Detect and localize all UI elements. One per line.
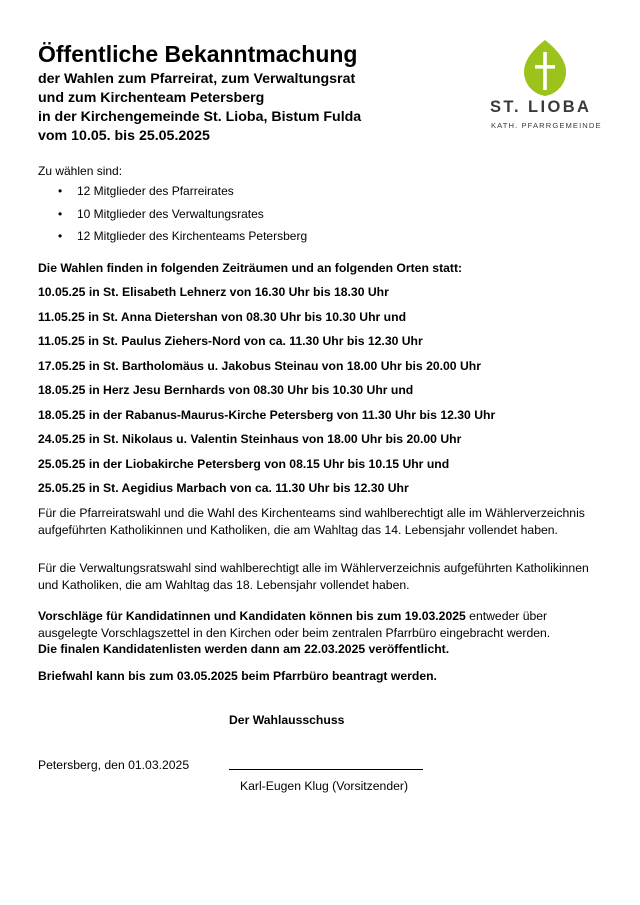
- document-title: Öffentliche Bekanntmachung: [38, 41, 358, 67]
- list-item: • 12 Mitglieder des Kirchenteams Petersberg: [38, 225, 307, 248]
- schedule-entry: 24.05.25 in St. Nikolaus u. Valentin Steinhaus von 18.00 Uhr bis 20.00 Uhr: [38, 432, 462, 446]
- logo-subtitle: KATH. PFARRGEMEINDE: [491, 121, 602, 130]
- proposals-paragraph: [38, 608, 598, 658]
- eligibility-admin-paragraph: Für die Verwaltungsratswahl sind wahlberechtigt alle im Wählerverzeichnis aufgeführten Katholikinnen und Katholiken, die am Wahltag das 18. Lebensjahr vollendet haben.: [38, 561, 589, 592]
- schedule-entry: 11.05.25 in St. Paulus Ziehers-Nord von ca. 11.30 Uhr bis 12.30 Uhr: [38, 334, 423, 348]
- ballot-intro: Zu wählen sind:: [38, 164, 123, 178]
- schedule-entry: 11.05.25 in St. Anna Dietershan von 08.30 Uhr bis 10.30 Uhr und: [38, 309, 407, 324]
- place-date: Petersberg, den 01.03.2025: [38, 758, 190, 772]
- subtitle-line: und zum Kirchenteam Petersberg: [38, 90, 265, 106]
- schedule-entry: 25.05.25 in St. Aegidius Marbach von ca. 11.30 Uhr bis 12.30 Uhr: [38, 481, 409, 495]
- eligibility-parish-paragraph: Für die Pfarreiratswahl und die Wahl des Kirchenteams sind wahlberechtigt alle im Wählerverzeichnis aufgeführten Katholikinnen und Katholiken, die am Wahltag das 14. Lebensjahr vollendet haben.: [38, 506, 585, 537]
- schedule-entry: 10.05.25 in St. Elisabeth Lehnerz von 16.30 Uhr bis 18.30 Uhr: [38, 285, 389, 299]
- committee-name: Der Wahlausschuss: [229, 713, 345, 727]
- schedule-entry: 18.05.25 in Herz Jesu Bernhards von 08.30 Uhr bis 10.30 Uhr und: [38, 383, 414, 397]
- list-item: • 12 Mitglieder des Pfarreirates: [38, 180, 307, 203]
- signer-name: Karl-Eugen Klug (Vorsitzender): [240, 779, 408, 793]
- proposals-text: entweder über ausgelegte Vorschlagszettel in den Kirchen oder beim zentralen Pfarrbüro eingebracht werden.: [38, 609, 551, 640]
- schedule-heading: Die Wahlen finden in folgenden Zeiträumen und an folgenden Orten statt:: [38, 261, 463, 275]
- schedule-entry: 18.05.25 in der Rabanus-Maurus-Kirche Petersberg von 11.30 Uhr bis 12.30 Uhr: [38, 407, 496, 422]
- schedule-entry: 17.05.25 in St. Bartholomäus u. Jakobus Steinau von 18.00 Uhr bis 20.00 Uhr: [38, 358, 481, 373]
- schedule-list: [38, 285, 495, 506]
- subtitle-line: vom 10.05. bis 25.05.2025: [38, 128, 210, 144]
- subtitle-line: der Wahlen zum Pfarreirat, zum Verwaltungsrat: [38, 71, 356, 87]
- document-subtitle: [38, 70, 361, 146]
- final-lists-note: Die finalen Kandidatenlisten werden dann am 22.03.2025 veröffentlicht.: [38, 642, 450, 656]
- postal-vote-note: Briefwahl kann bis zum 03.05.2025 beim Pfarrbüro beantragt werden.: [38, 669, 437, 683]
- signature-line: [229, 769, 423, 770]
- logo-name: ST. LIOBA: [490, 98, 592, 116]
- schedule-entry: 25.05.25 in der Liobakirche Petersberg von 08.15 Uhr bis 10.15 Uhr und: [38, 456, 450, 471]
- proposals-deadline: Vorschläge für Kandidatinnen und Kandidaten können bis zum 19.03.2025: [38, 609, 466, 623]
- ballot-list: [38, 180, 307, 248]
- list-item: • 10 Mitglieder des Verwaltungsrates: [38, 203, 307, 226]
- subtitle-line: in der Kirchengemeinde St. Lioba, Bistum Fulda: [38, 109, 362, 125]
